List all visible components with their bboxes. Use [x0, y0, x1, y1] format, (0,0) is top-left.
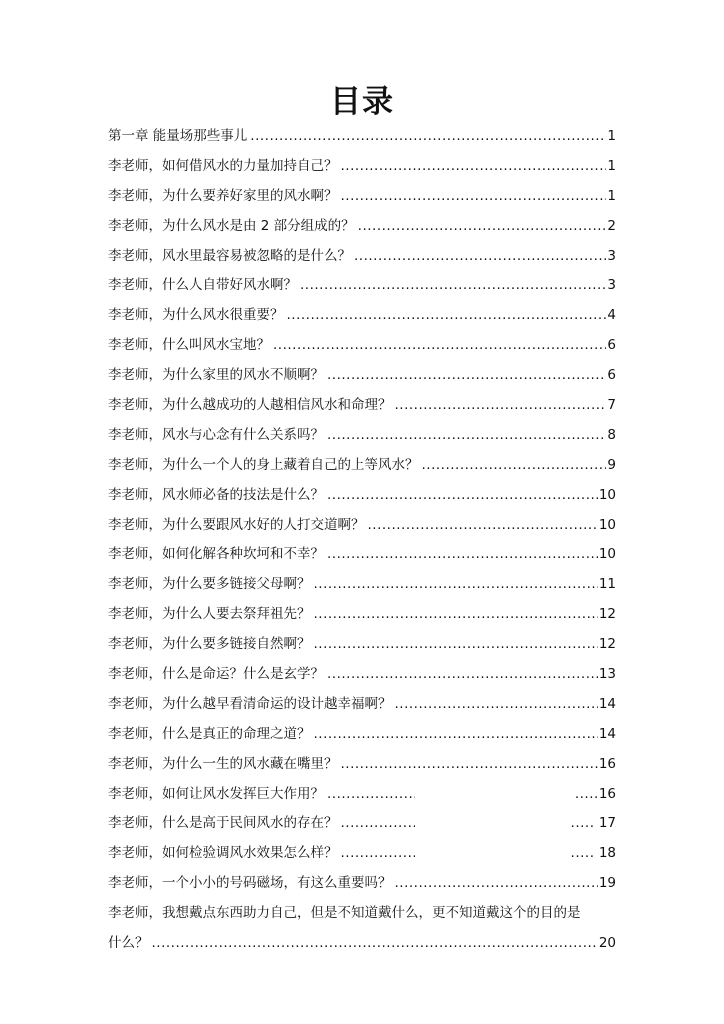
- toc-entry-label: 李老师，为什么家里的风水不顺啊？: [108, 367, 324, 384]
- toc-page-number: 14: [598, 695, 616, 712]
- dot-leader: [354, 246, 606, 266]
- dot-leader: [327, 544, 598, 564]
- dot-leader: [368, 515, 598, 535]
- toc-entry[interactable]: [108, 873, 616, 903]
- toc-entry[interactable]: [108, 365, 616, 395]
- toc-entry-label: 李老师，为什么风水是由 2 部分组成的？: [108, 217, 355, 234]
- toc-page-number: 19: [598, 875, 616, 892]
- dot-leader: [327, 365, 606, 385]
- dot-leader: [341, 813, 415, 833]
- dot-leader: [341, 156, 607, 176]
- toc-entry-label: 李老师，为什么人要去祭拜祖先？: [108, 606, 311, 623]
- toc-entry[interactable]: [108, 485, 616, 515]
- dot-leader-tail: .....: [570, 815, 595, 832]
- toc-entry-label: 李老师，什么叫风水宝地？: [108, 337, 270, 354]
- toc-entry[interactable]: [108, 813, 616, 843]
- dot-leader: [395, 694, 598, 714]
- toc-entry[interactable]: [108, 156, 616, 186]
- toc-entry[interactable]: [108, 604, 616, 634]
- toc-entry[interactable]: [108, 275, 616, 305]
- toc-entry-multiline-second[interactable]: [108, 933, 616, 963]
- toc-page-number: 14: [598, 725, 616, 742]
- toc-page-number: 9: [607, 456, 616, 473]
- toc-entry-label: 李老师，为什么一个人的身上藏着自己的上等风水？: [108, 456, 419, 473]
- toc-page-number: 6: [607, 367, 616, 384]
- dot-leader: [314, 634, 598, 654]
- toc-entry-label: 李老师，如何化解各种坎坷和不幸？: [108, 546, 324, 563]
- dot-leader: [152, 933, 598, 953]
- dot-leader: [273, 335, 606, 355]
- toc-entry-label: 李老师，风水里最容易被忽略的是什么？: [108, 247, 351, 264]
- toc-page-number: 17: [598, 815, 616, 832]
- toc-page-number: 7: [607, 397, 616, 414]
- dot-leader: [422, 455, 607, 475]
- dot-leader-tail: .....: [570, 845, 595, 862]
- dot-leader: [395, 395, 607, 415]
- toc-entry[interactable]: [108, 843, 616, 873]
- toc-entry[interactable]: [108, 425, 616, 455]
- toc-page-number: 10: [598, 516, 616, 533]
- toc-page-number: 2: [607, 217, 616, 234]
- toc-entry-label: 李老师，一个小小的号码磁场，有这么重要吗？: [108, 875, 392, 892]
- toc-entry-label: 李老师，什么是真正的命理之道？: [108, 725, 311, 742]
- toc-entry[interactable]: [108, 544, 616, 574]
- toc-entry[interactable]: [108, 724, 616, 754]
- toc-entry[interactable]: [108, 664, 616, 694]
- dot-leader: [341, 843, 415, 863]
- toc-entry[interactable]: [108, 694, 616, 724]
- toc-tail: [571, 843, 616, 863]
- toc-entry-label: 李老师，如何借风水的力量加持自己？: [108, 157, 338, 174]
- dot-leader: [395, 873, 598, 893]
- dot-leader: [358, 216, 607, 236]
- toc-entry[interactable]: [108, 216, 616, 246]
- toc-page-number: 1: [607, 187, 616, 204]
- toc-entry-label: 李老师，我想戴点东西助力自己，但是不知道戴什么，更不知道戴这个的目的是: [108, 905, 581, 922]
- dot-leader: [314, 574, 598, 594]
- toc-entry-label: 李老师，如何检验调风水效果怎么样？: [108, 845, 338, 862]
- toc-entry-label: 李老师，为什么一生的风水藏在嘴里？: [108, 755, 338, 772]
- page-title: 目录: [330, 84, 394, 120]
- dot-leader: [327, 784, 415, 804]
- dot-leader: [287, 305, 607, 325]
- toc-page-number: 3: [607, 247, 616, 264]
- toc-page-number: 1: [607, 157, 616, 174]
- toc-entry[interactable]: [108, 455, 616, 485]
- toc-entry-label: 李老师，风水与心念有什么关系吗？: [108, 426, 324, 443]
- toc-entry[interactable]: [108, 515, 616, 545]
- toc-page-number: 10: [598, 546, 616, 563]
- toc-entry[interactable]: [108, 126, 616, 156]
- toc-entry-label-continued: 什么？: [108, 935, 149, 952]
- toc-entry-label: 李老师，为什么要多链接自然啊？: [108, 636, 311, 653]
- toc-page-number: 13: [598, 666, 616, 683]
- dot-leader: [327, 664, 598, 684]
- toc-page-number: 3: [607, 277, 616, 294]
- dot-leader: [327, 425, 606, 445]
- toc-page-number: 20: [598, 935, 616, 952]
- toc-entry-label: 李老师，为什么要多链接父母啊？: [108, 576, 311, 593]
- toc-page-number: 4: [607, 307, 616, 324]
- toc-entry[interactable]: [108, 335, 616, 365]
- toc-entry-label: 李老师，为什么要跟风水好的人打交道啊？: [108, 516, 365, 533]
- toc-page-number: 12: [598, 636, 616, 653]
- toc-entry[interactable]: [108, 395, 616, 425]
- toc-entry-label: 李老师，什么人自带好风水啊？: [108, 277, 297, 294]
- toc-page-number: 16: [598, 755, 616, 772]
- dot-leader: [341, 754, 598, 774]
- dot-leader-tail: .....: [574, 785, 599, 802]
- dot-leader: [250, 126, 606, 146]
- toc-entry-label: 李老师，风水师必备的技法是什么？: [108, 486, 324, 503]
- dot-leader: [314, 724, 598, 744]
- toc-entry-label: 李老师，什么是命运？什么是玄学？: [108, 666, 324, 683]
- toc-entry[interactable]: [108, 246, 616, 276]
- toc-page-number: 18: [598, 845, 616, 862]
- dot-leader: [341, 186, 607, 206]
- toc-entry[interactable]: [108, 784, 616, 814]
- toc-page-number: 10: [598, 486, 616, 503]
- toc-entry-label: 李老师，如何让风水发挥巨大作用？: [108, 785, 324, 802]
- toc-entry-label: 李老师，为什么越早看清命运的设计越幸福啊？: [108, 695, 392, 712]
- toc-entry-label: 李老师，为什么要养好家里的风水啊？: [108, 187, 338, 204]
- toc-entry[interactable]: [108, 754, 616, 784]
- toc-page-number: 1: [607, 128, 616, 144]
- toc-entry[interactable]: [108, 305, 616, 335]
- dot-leader: [314, 604, 598, 624]
- toc-page-number: 6: [607, 337, 616, 354]
- toc-page-number: 16: [598, 785, 616, 802]
- toc-entry-label: 第一章 能量场那些事儿: [108, 128, 248, 144]
- toc-page-number: 11: [598, 576, 616, 593]
- dot-leader: [300, 275, 606, 295]
- toc-entry[interactable]: [108, 634, 616, 664]
- toc-entry[interactable]: [108, 186, 616, 216]
- toc-entry-label: 李老师，什么是高于民间风水的存在？: [108, 815, 338, 832]
- dot-leader: [327, 485, 598, 505]
- toc-tail: [575, 784, 616, 804]
- toc-page-number: 12: [598, 606, 616, 623]
- table-of-contents: [108, 126, 616, 963]
- toc-entry-label: 李老师，为什么风水很重要？: [108, 307, 284, 324]
- toc-entry-label: 李老师，为什么越成功的人越相信风水和命理？: [108, 397, 392, 414]
- toc-entry-multiline-first[interactable]: [108, 903, 616, 933]
- toc-page-number: 8: [607, 426, 616, 443]
- toc-entry[interactable]: [108, 574, 616, 604]
- toc-tail: [571, 813, 616, 833]
